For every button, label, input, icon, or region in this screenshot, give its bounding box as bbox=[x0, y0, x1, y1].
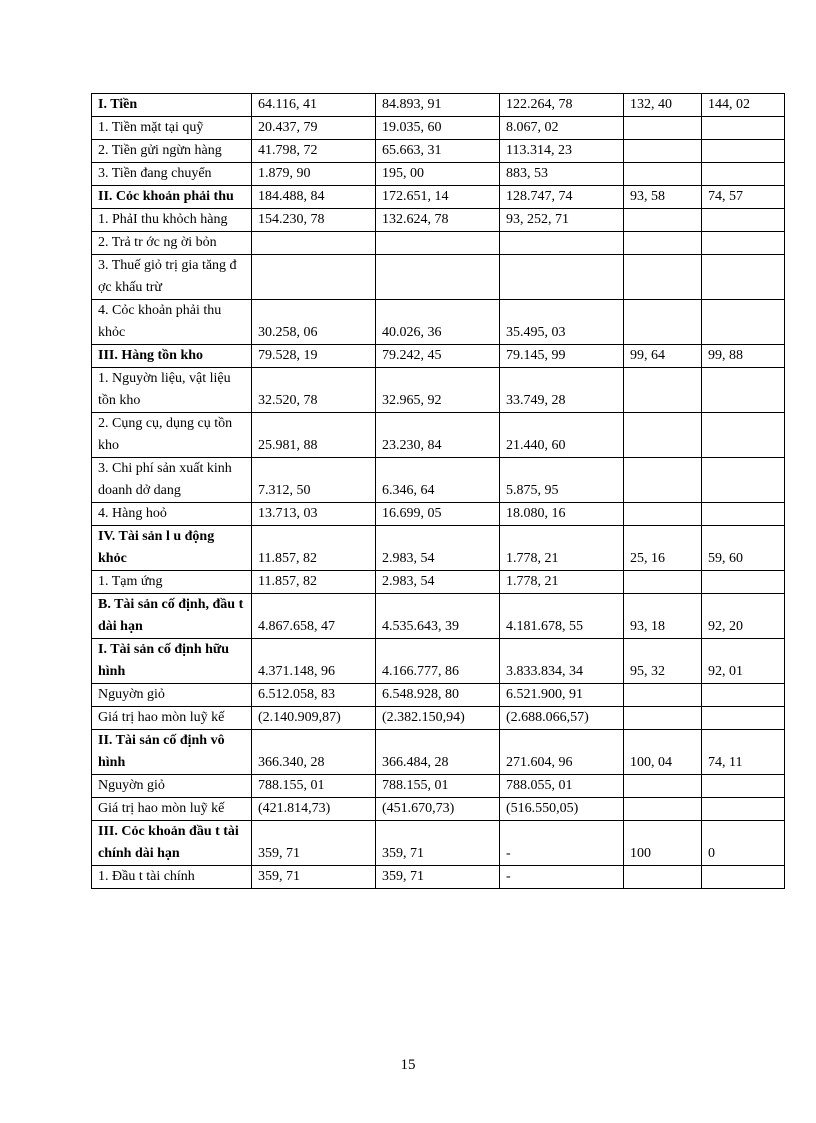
row-label: IV. Tài sản l u động khỏc bbox=[92, 526, 252, 571]
value-cell: 4.535.643, 39 bbox=[376, 594, 500, 639]
value-cell: 113.314, 23 bbox=[500, 140, 624, 163]
value-cell: 883, 53 bbox=[500, 163, 624, 186]
value-cell: 20.437, 79 bbox=[252, 117, 376, 140]
value-cell bbox=[624, 775, 702, 798]
value-cell: 33.749, 28 bbox=[500, 368, 624, 413]
value-cell bbox=[500, 232, 624, 255]
value-cell bbox=[624, 163, 702, 186]
value-cell: - bbox=[500, 821, 624, 866]
value-cell: 132, 40 bbox=[624, 94, 702, 117]
row-label: 4. Cỏc khoản phải thu khỏc bbox=[92, 300, 252, 345]
table-row bbox=[92, 163, 785, 186]
row-label: 2. Trả tr ớc ng ời bỏn bbox=[92, 232, 252, 255]
value-cell bbox=[702, 300, 785, 345]
value-cell: 3.833.834, 34 bbox=[500, 639, 624, 684]
balance-sheet-body bbox=[92, 94, 785, 889]
table-row bbox=[92, 798, 785, 821]
table-row bbox=[92, 140, 785, 163]
row-label: 1. Nguyờn liệu, vật liệu tồn kho bbox=[92, 368, 252, 413]
value-cell: 23.230, 84 bbox=[376, 413, 500, 458]
value-cell: 1.778, 21 bbox=[500, 571, 624, 594]
value-cell: 93, 58 bbox=[624, 186, 702, 209]
value-cell: 132.624, 78 bbox=[376, 209, 500, 232]
value-cell: (2.382.150,94) bbox=[376, 707, 500, 730]
value-cell: 65.663, 31 bbox=[376, 140, 500, 163]
value-cell bbox=[624, 458, 702, 503]
value-cell: 2.983, 54 bbox=[376, 571, 500, 594]
value-cell: 366.340, 28 bbox=[252, 730, 376, 775]
value-cell bbox=[702, 571, 785, 594]
table-row bbox=[92, 594, 785, 639]
value-cell: 25, 16 bbox=[624, 526, 702, 571]
value-cell bbox=[624, 503, 702, 526]
value-cell: 6.512.058, 83 bbox=[252, 684, 376, 707]
value-cell: 59, 60 bbox=[702, 526, 785, 571]
row-label: 2. Tiền gửi ngừn hàng bbox=[92, 140, 252, 163]
value-cell bbox=[702, 798, 785, 821]
row-label: II. Tài sản cố định vô hình bbox=[92, 730, 252, 775]
value-cell: 4.867.658, 47 bbox=[252, 594, 376, 639]
value-cell bbox=[702, 368, 785, 413]
table-row bbox=[92, 775, 785, 798]
value-cell: 788.055, 01 bbox=[500, 775, 624, 798]
value-cell: - bbox=[500, 866, 624, 889]
value-cell bbox=[624, 232, 702, 255]
value-cell: 128.747, 74 bbox=[500, 186, 624, 209]
value-cell: 271.604, 96 bbox=[500, 730, 624, 775]
value-cell bbox=[702, 209, 785, 232]
table-row bbox=[92, 730, 785, 775]
value-cell: 100, 04 bbox=[624, 730, 702, 775]
value-cell: 11.857, 82 bbox=[252, 571, 376, 594]
table-row bbox=[92, 300, 785, 345]
row-label: B. Tài sản cố định, đầu t dài hạn bbox=[92, 594, 252, 639]
value-cell bbox=[624, 209, 702, 232]
row-label: 3. Chi phí sản xuất kinh doanh dở dang bbox=[92, 458, 252, 503]
page-number: 15 bbox=[400, 1057, 416, 1073]
value-cell: (421.814,73) bbox=[252, 798, 376, 821]
value-cell: 79.528, 19 bbox=[252, 345, 376, 368]
value-cell: 99, 64 bbox=[624, 345, 702, 368]
value-cell bbox=[624, 255, 702, 300]
value-cell: 359, 71 bbox=[252, 866, 376, 889]
value-cell: 92, 20 bbox=[702, 594, 785, 639]
value-cell: 788.155, 01 bbox=[376, 775, 500, 798]
value-cell bbox=[702, 163, 785, 186]
value-cell: 7.312, 50 bbox=[252, 458, 376, 503]
table-row bbox=[92, 117, 785, 140]
value-cell bbox=[624, 300, 702, 345]
row-label: III. Cỏc khoản đầu t tài chính dài hạn bbox=[92, 821, 252, 866]
row-label: 1. Đầu t tài chính bbox=[92, 866, 252, 889]
table-row bbox=[92, 94, 785, 117]
value-cell: 41.798, 72 bbox=[252, 140, 376, 163]
value-cell: 92, 01 bbox=[702, 639, 785, 684]
table-row bbox=[92, 255, 785, 300]
row-label: 3. Tiền đang chuyển bbox=[92, 163, 252, 186]
value-cell: 100 bbox=[624, 821, 702, 866]
row-label: I. Tài sản cố định hữu hình bbox=[92, 639, 252, 684]
value-cell: 19.035, 60 bbox=[376, 117, 500, 140]
table-row bbox=[92, 368, 785, 413]
value-cell: 35.495, 03 bbox=[500, 300, 624, 345]
row-label: Nguyờn giỏ bbox=[92, 684, 252, 707]
value-cell: 79.242, 45 bbox=[376, 345, 500, 368]
row-label: 1. Tiền mặt tại quỹ bbox=[92, 117, 252, 140]
row-label: I. Tiền bbox=[92, 94, 252, 117]
value-cell: 4.181.678, 55 bbox=[500, 594, 624, 639]
value-cell: 366.484, 28 bbox=[376, 730, 500, 775]
value-cell bbox=[376, 232, 500, 255]
table-row bbox=[92, 866, 785, 889]
table-row bbox=[92, 232, 785, 255]
value-cell: 79.145, 99 bbox=[500, 345, 624, 368]
value-cell bbox=[702, 503, 785, 526]
value-cell: 6.346, 64 bbox=[376, 458, 500, 503]
value-cell bbox=[624, 413, 702, 458]
value-cell bbox=[376, 255, 500, 300]
value-cell: 359, 71 bbox=[252, 821, 376, 866]
value-cell: (516.550,05) bbox=[500, 798, 624, 821]
value-cell bbox=[624, 684, 702, 707]
value-cell: 172.651, 14 bbox=[376, 186, 500, 209]
value-cell: 40.026, 36 bbox=[376, 300, 500, 345]
row-label: II. Cỏc khoản phải thu bbox=[92, 186, 252, 209]
row-label: Giá trị hao mòn luỹ kế bbox=[92, 707, 252, 730]
table-row bbox=[92, 821, 785, 866]
value-cell: 11.857, 82 bbox=[252, 526, 376, 571]
value-cell bbox=[252, 232, 376, 255]
value-cell: 5.875, 95 bbox=[500, 458, 624, 503]
value-cell: 99, 88 bbox=[702, 345, 785, 368]
row-label: 2. Cụng cụ, dụng cụ tồn kho bbox=[92, 413, 252, 458]
value-cell bbox=[702, 866, 785, 889]
value-cell bbox=[624, 140, 702, 163]
value-cell: 95, 32 bbox=[624, 639, 702, 684]
value-cell: 359, 71 bbox=[376, 866, 500, 889]
value-cell: 13.713, 03 bbox=[252, 503, 376, 526]
value-cell bbox=[500, 255, 624, 300]
value-cell: 21.440, 60 bbox=[500, 413, 624, 458]
value-cell: 84.893, 91 bbox=[376, 94, 500, 117]
value-cell bbox=[702, 232, 785, 255]
value-cell bbox=[702, 140, 785, 163]
value-cell bbox=[702, 255, 785, 300]
value-cell bbox=[252, 255, 376, 300]
value-cell: 74, 11 bbox=[702, 730, 785, 775]
value-cell: 1.879, 90 bbox=[252, 163, 376, 186]
value-cell: 8.067, 02 bbox=[500, 117, 624, 140]
value-cell: 6.548.928, 80 bbox=[376, 684, 500, 707]
value-cell: (2.688.066,57) bbox=[500, 707, 624, 730]
value-cell: (451.670,73) bbox=[376, 798, 500, 821]
value-cell bbox=[624, 117, 702, 140]
value-cell: 4.371.148, 96 bbox=[252, 639, 376, 684]
row-label: III. Hàng tồn kho bbox=[92, 345, 252, 368]
value-cell bbox=[624, 707, 702, 730]
table-row bbox=[92, 413, 785, 458]
value-cell: 0 bbox=[702, 821, 785, 866]
value-cell bbox=[702, 458, 785, 503]
value-cell: 195, 00 bbox=[376, 163, 500, 186]
value-cell: 32.965, 92 bbox=[376, 368, 500, 413]
table-row bbox=[92, 209, 785, 232]
value-cell: 154.230, 78 bbox=[252, 209, 376, 232]
value-cell: 2.983, 54 bbox=[376, 526, 500, 571]
row-label: Nguyờn giỏ bbox=[92, 775, 252, 798]
table-row bbox=[92, 186, 785, 209]
value-cell bbox=[702, 707, 785, 730]
value-cell: 122.264, 78 bbox=[500, 94, 624, 117]
row-label: 1. Tạm ứng bbox=[92, 571, 252, 594]
table-row bbox=[92, 571, 785, 594]
value-cell bbox=[702, 684, 785, 707]
value-cell bbox=[624, 866, 702, 889]
value-cell: 359, 71 bbox=[376, 821, 500, 866]
value-cell bbox=[702, 413, 785, 458]
value-cell: 64.116, 41 bbox=[252, 94, 376, 117]
table-row bbox=[92, 526, 785, 571]
value-cell bbox=[702, 117, 785, 140]
table-row bbox=[92, 345, 785, 368]
table-row bbox=[92, 458, 785, 503]
table-row bbox=[92, 707, 785, 730]
value-cell: 6.521.900, 91 bbox=[500, 684, 624, 707]
value-cell: 16.699, 05 bbox=[376, 503, 500, 526]
row-label: 1. PhảI thu khỏch hàng bbox=[92, 209, 252, 232]
value-cell: 18.080, 16 bbox=[500, 503, 624, 526]
value-cell: 788.155, 01 bbox=[252, 775, 376, 798]
value-cell bbox=[624, 798, 702, 821]
value-cell bbox=[702, 775, 785, 798]
value-cell: 184.488, 84 bbox=[252, 186, 376, 209]
value-cell: 144, 02 bbox=[702, 94, 785, 117]
value-cell: 4.166.777, 86 bbox=[376, 639, 500, 684]
row-label: Giá trị hao mòn luỹ kế bbox=[92, 798, 252, 821]
table-row bbox=[92, 684, 785, 707]
value-cell: 25.981, 88 bbox=[252, 413, 376, 458]
value-cell: 32.520, 78 bbox=[252, 368, 376, 413]
row-label: 3. Thuế giỏ trị gia tăng đ ợc khấu trừ bbox=[92, 255, 252, 300]
value-cell: 93, 252, 71 bbox=[500, 209, 624, 232]
value-cell: 93, 18 bbox=[624, 594, 702, 639]
value-cell: 1.778, 21 bbox=[500, 526, 624, 571]
value-cell: 74, 57 bbox=[702, 186, 785, 209]
value-cell bbox=[624, 571, 702, 594]
table-row bbox=[92, 503, 785, 526]
balance-sheet-table bbox=[91, 93, 785, 889]
value-cell bbox=[624, 368, 702, 413]
value-cell: 30.258, 06 bbox=[252, 300, 376, 345]
table-row bbox=[92, 639, 785, 684]
value-cell: (2.140.909,87) bbox=[252, 707, 376, 730]
row-label: 4. Hàng hoỏ bbox=[92, 503, 252, 526]
